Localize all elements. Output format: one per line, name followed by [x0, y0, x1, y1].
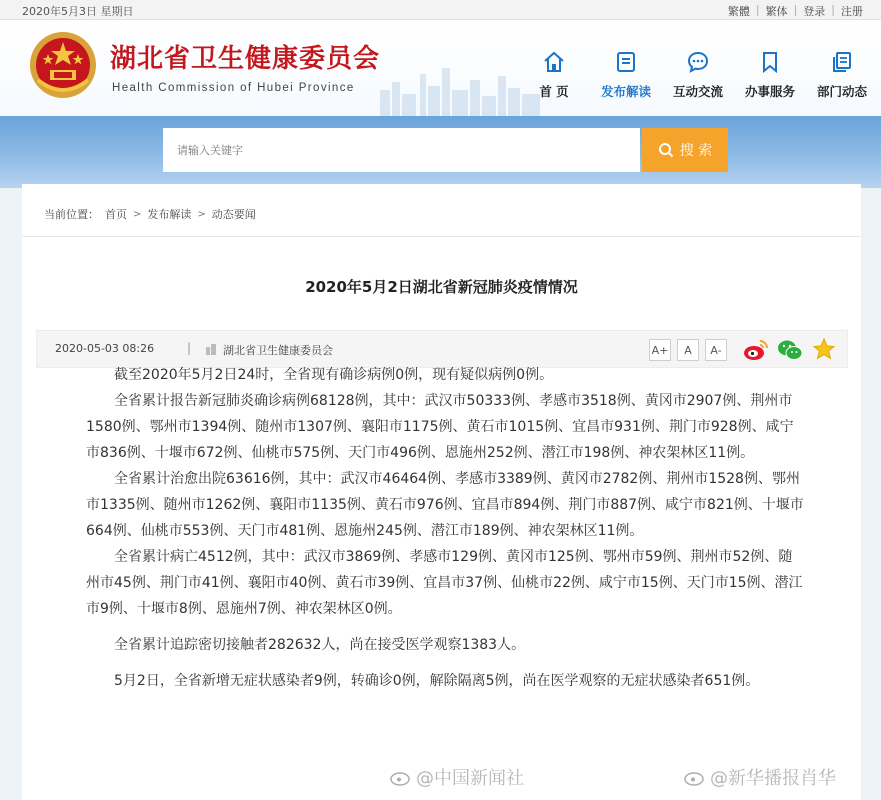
nav-home-label: 首 页 — [539, 84, 569, 99]
article-title: 2020年5月2日湖北省新冠肺炎疫情情况 — [305, 278, 578, 296]
breadcrumb — [44, 206, 256, 222]
breadcrumb-home[interactable]: 首页 — [105, 208, 127, 221]
wechat-share-icon[interactable] — [777, 338, 803, 362]
breadcrumb-arrow: > — [197, 208, 206, 220]
link-register[interactable]: 注册 — [841, 5, 863, 18]
source-icon — [205, 343, 217, 355]
nav-releases-label: 发布解读 — [600, 84, 651, 99]
breadcrumb-news[interactable]: 动态要闻 — [211, 208, 256, 221]
breadcrumb-prefix: 当前位置： — [44, 208, 99, 221]
watermark-text: @新华播报肖华 — [710, 768, 836, 789]
search-button[interactable] — [642, 128, 728, 172]
separator: | — [793, 3, 798, 16]
nav-releases[interactable] — [590, 48, 662, 100]
national-emblem-icon — [28, 30, 98, 100]
font-decrease-button[interactable]: A- — [705, 339, 727, 361]
publish-time: 2020-05-03 08:26 — [55, 342, 155, 355]
site-subtitle: Health Commission of Hubei Province — [112, 82, 355, 94]
skyline-graphic — [380, 60, 540, 116]
main-nav — [518, 48, 878, 100]
top-strip — [0, 0, 881, 20]
nav-department-news-label: 部门动态 — [816, 84, 867, 99]
breadcrumb-arrow: > — [133, 208, 142, 220]
separator: | — [755, 3, 760, 16]
nav-services[interactable] — [734, 48, 806, 100]
paragraph-asymptomatic: 5月2日，全省新增无症状感染者9例，转确诊0例，解除隔离5例，尚在医学观察的无症状感染者651例。 — [114, 673, 760, 689]
nav-department-news[interactable] — [806, 48, 878, 100]
separator: | — [831, 3, 835, 16]
link-login[interactable]: 登录 — [803, 5, 826, 18]
divider — [22, 236, 861, 237]
link-traditional-1[interactable]: 繁體 — [727, 5, 750, 18]
paragraph-recovered: 全省累计治愈出院63616例，其中：武汉市46464例、孝感市3389例、黄冈市2782例、荆州市1528例、鄂州市1335例、随州市1262例、襄阳市1135例、黄石市976例、宜昌市894例、荆门市887例、咸宁市821例、十堰市664例、仙桃市553例、天门市481例、恩施州245例、潜江市189例、神农架林区11例。 — [86, 471, 804, 539]
nav-home[interactable] — [518, 48, 590, 100]
article-body — [86, 367, 806, 800]
home-icon — [542, 50, 566, 74]
search-button-label: 搜 索 — [679, 143, 713, 159]
notes-icon — [830, 50, 854, 74]
meta-separator: | — [187, 341, 192, 355]
font-normal-button[interactable]: A — [677, 339, 699, 361]
nav-interaction[interactable] — [662, 48, 734, 100]
breadcrumb-releases[interactable]: 发布解读 — [147, 208, 192, 221]
top-links — [728, 3, 863, 19]
search-input[interactable] — [163, 128, 640, 172]
nav-interaction-label: 互动交流 — [672, 84, 723, 99]
watermark-text: @中国新闻社 — [416, 768, 524, 789]
weibo-watermark-icon — [684, 768, 706, 786]
site-title: 湖北省卫生健康委员会 — [110, 44, 381, 74]
search-icon — [658, 142, 674, 158]
article-source: 湖北省卫生健康委员会 — [223, 344, 333, 357]
weibo-watermark-icon — [390, 768, 412, 786]
paragraph-deaths: 全省累计病亡4512例，其中：武汉市3869例、孝感市129例、黄冈市125例、鄂州市59例、荆州市52例、随州市45例、荆门市41例、襄阳市40例、黄石市39例、宜昌市37例、仙桃市22例、咸宁市15例、天门市15例、潜江市9例、十堰市8例、恩施州7例、神农架林区0例。 — [86, 549, 803, 617]
paragraph-contacts: 全省累计追踪密切接触者282632人，尚在接受医学观察1383人。 — [114, 637, 526, 653]
watermark-chinanews — [390, 764, 524, 790]
article-card — [22, 184, 861, 800]
current-date: 2020年5月3日 星期日 — [22, 5, 134, 18]
nav-services-label: 办事服务 — [744, 84, 795, 99]
favorite-star-icon[interactable] — [813, 338, 835, 360]
link-traditional-2[interactable]: 繁体 — [765, 5, 788, 18]
document-icon — [614, 50, 638, 74]
paragraph-current-cases: 截至2020年5月2日24时，全省现有确诊病例0例，现有疑似病例0例。 — [114, 367, 554, 383]
weibo-share-icon[interactable] — [743, 338, 769, 362]
font-increase-button[interactable]: A+ — [649, 339, 671, 361]
search-band — [0, 116, 881, 188]
site-header — [0, 20, 881, 116]
bookmark-icon — [758, 50, 782, 74]
paragraph-confirmed: 全省累计报告新冠肺炎确诊病例68128例，其中：武汉市50333例、孝感市3518例、黄冈市2907例、荆州市1580例、鄂州市1394例、随州市1307例、襄阳市1175例、黄石市1015例、宜昌市931例、荆门市928例、咸宁市836例、十堰市672例、仙桃市575例、天门市496例、恩施州252例、潜江市198例、神农架林区11例。 — [86, 393, 794, 461]
chat-icon — [686, 50, 710, 74]
watermark-xinhua — [684, 764, 836, 790]
